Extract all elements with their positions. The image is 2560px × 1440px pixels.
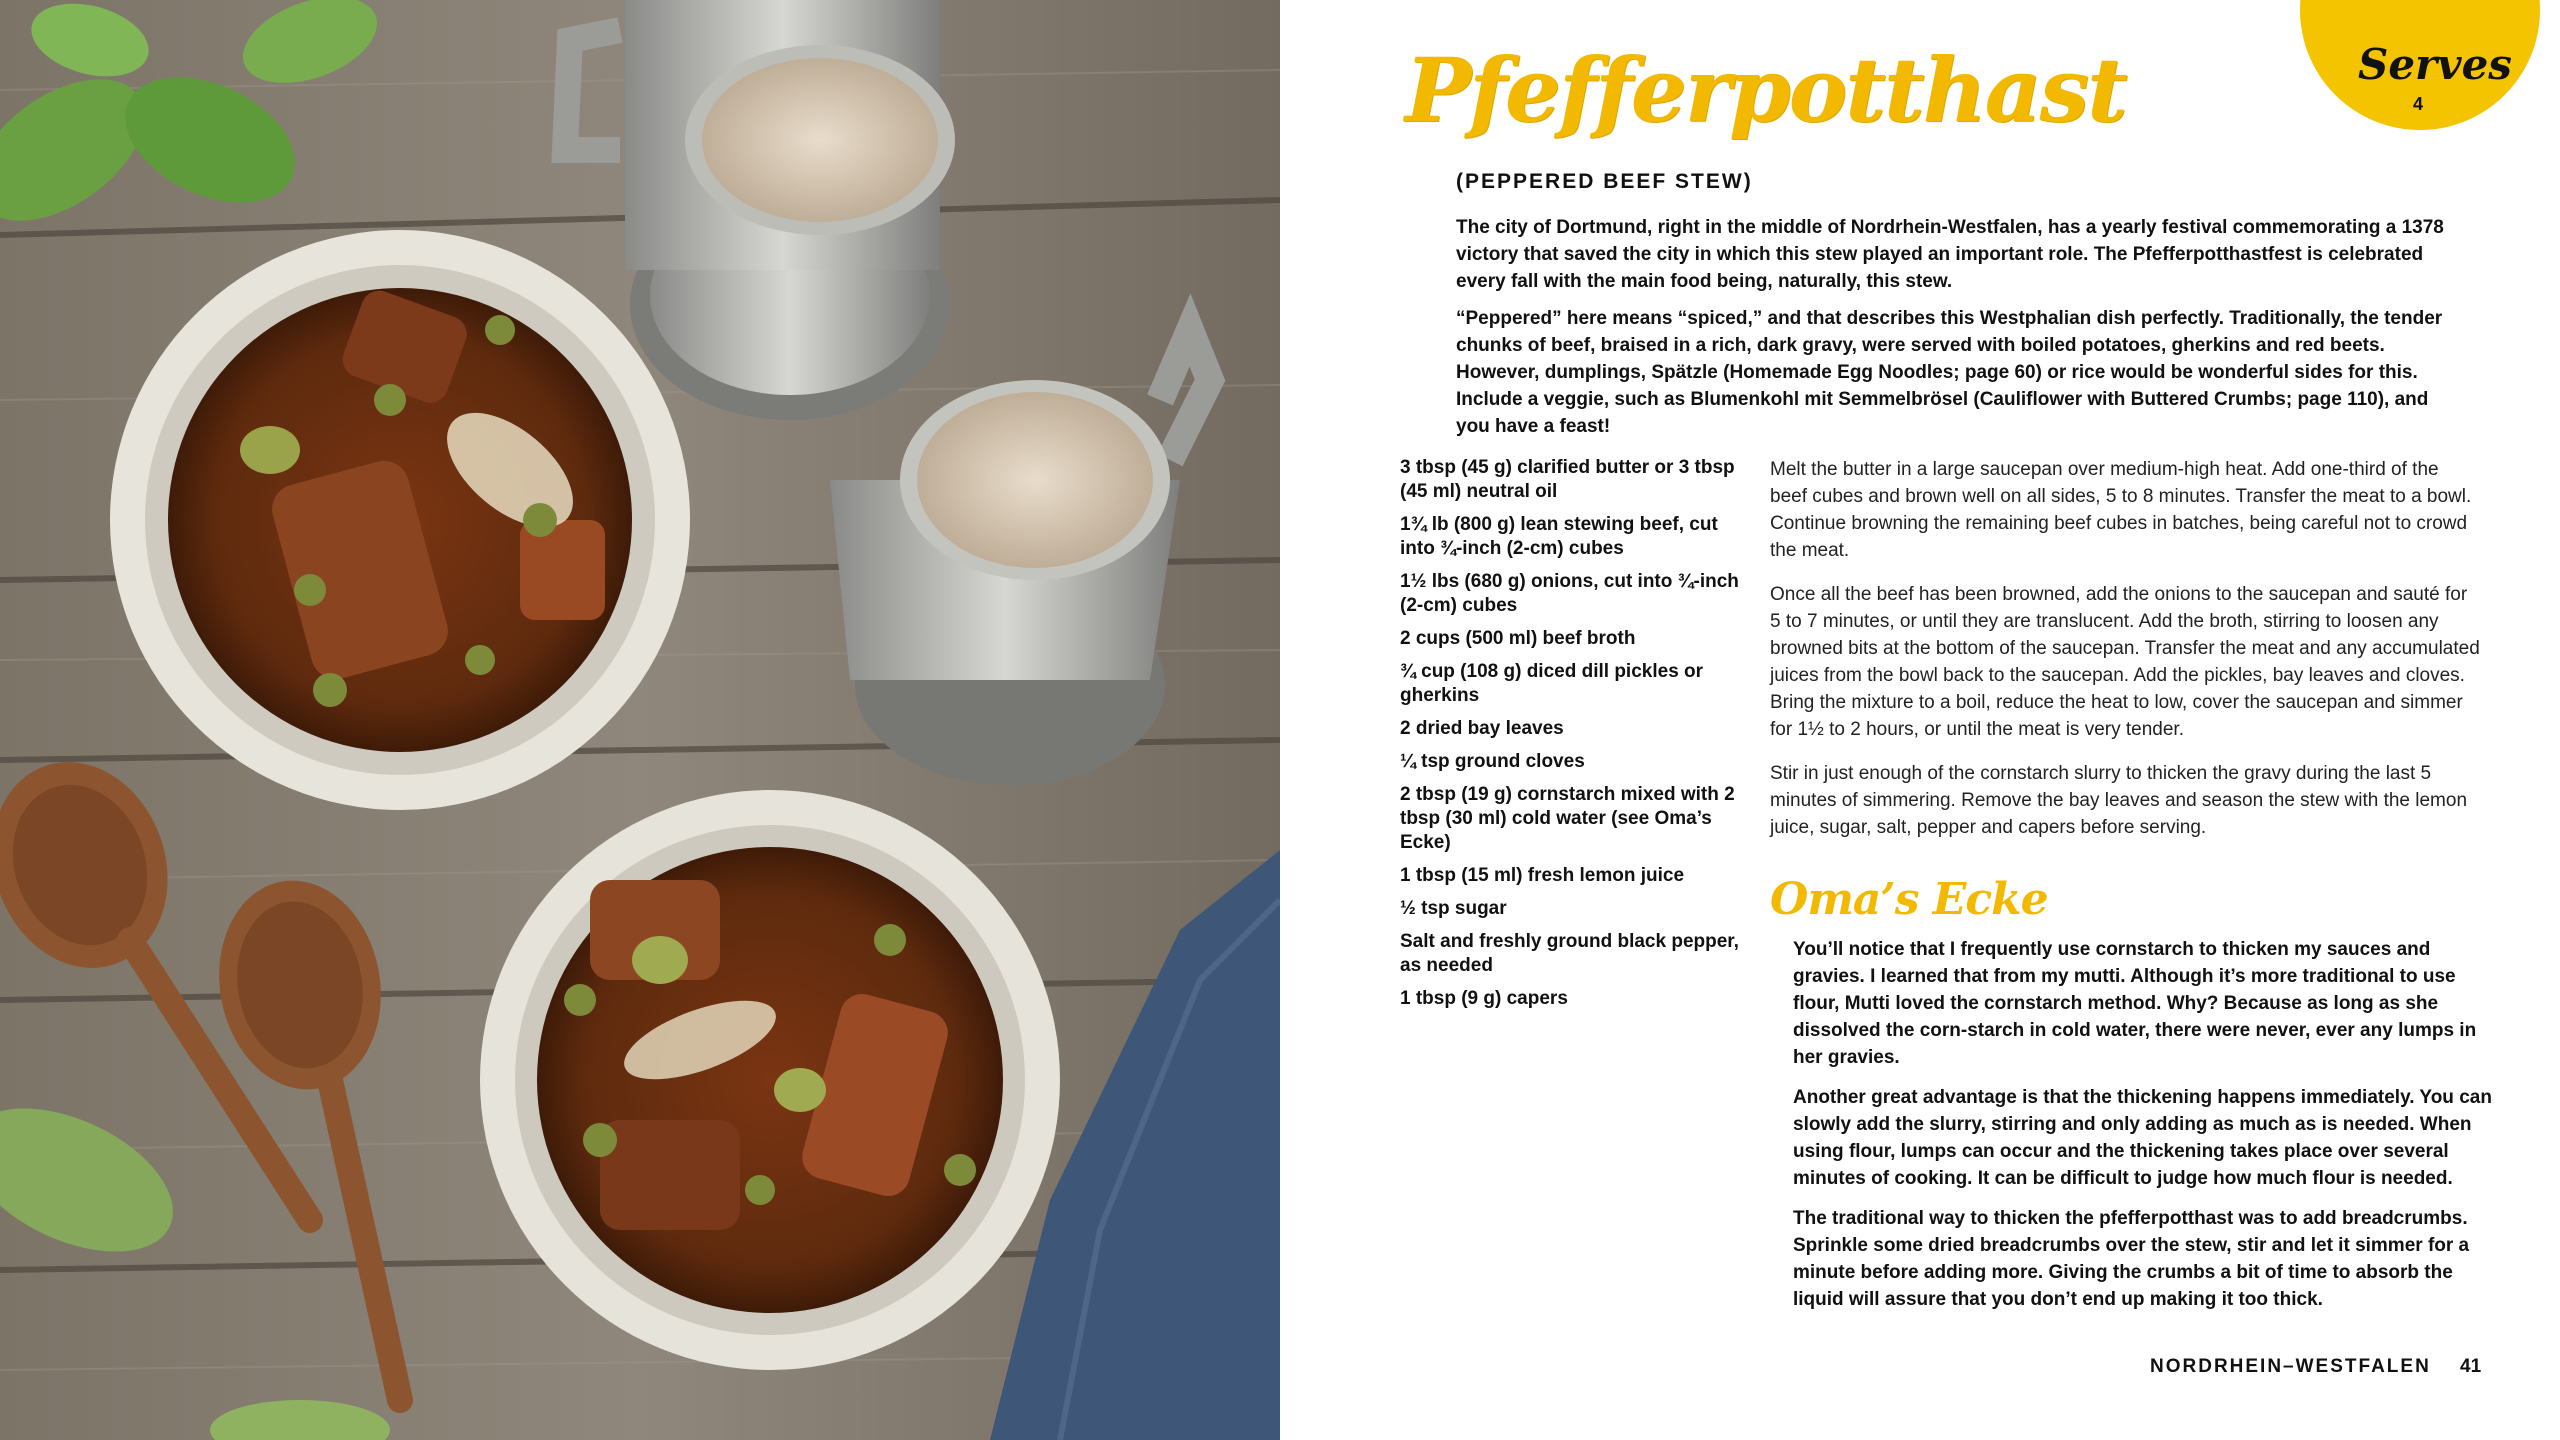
omas-ecke-sidebar <box>1793 936 2493 1326</box>
ingredient-item: 2 tbsp (19 g) cornstarch mixed with 2 tbsp (30 ml) cold water (see Oma’s Ecke) <box>1400 784 1735 853</box>
omas-ecke-title: Oma’s Ecke <box>1770 874 2048 925</box>
intro-paragraph: “Peppered” here means “spiced,” and that describes this Westphalian dish perfectly. Traditionally, the tender chunks of beef, braised in a rich, dark gravy, were served with boiled potatoes, gherkins and red beets. However, dumplings, Spätzle (Homemade Egg Noodles; page 60) or rice would be wonderful sides for this. Include a veggie, such as Blumenkohl mit Semmelbrösel (Cauliflower with Buttered Crumbs; page 110), and you have a feast! <box>1456 308 2443 437</box>
omas-ecke-paragraph: You’ll notice that I frequently use cornstarch to thicken my sauces and gravies. I learned that from my mutti. Although it’s more traditional to use flour, Mutti loved the cornstarch method. Why? Because as long as she dissolved the corn-starch in cold water, there were never, ever any lumps in her gravies. <box>1793 939 2477 1068</box>
page-number: 41 <box>2460 1356 2482 1377</box>
ingredient-item: 1 tbsp (15 ml) fresh lemon juice <box>1400 865 1685 886</box>
ingredient-item: 2 cups (500 ml) beef broth <box>1400 628 1636 649</box>
stew-bowl-top <box>110 230 690 810</box>
method-step: Stir in just enough of the cornstarch slurry to thicken the gravy during the last 5 minutes of simmering. Remove the bay leaves and season the stew with the lemon juice, sugar, salt, pepper and capers before serving. <box>1770 763 2468 838</box>
recipe-title: Pfefferpotthast <box>1405 38 2126 142</box>
ingredient-item: ¾ cup (108 g) diced dill pickles or gherkins <box>1400 661 1704 706</box>
method-step: Melt the butter in a large saucepan over medium-high heat. Add one-third of the beef cubes and brown well on all sides, 5 to 8 minutes. Transfer the meat to a bowl. Continue browning the remaining beef cubes in batches, being careful not to crowd the meat. <box>1770 459 2472 561</box>
intro-paragraph: The city of Dortmund, right in the middle of Nordrhein-Westfalen, has a yearly festival commemorating a 1378 victory that saved the city in which this stew played an important role. The Pfefferpotthastfest is celebrated every fall with the main food being, naturally, this stew. <box>1456 217 2444 292</box>
stew-bowl-bottom <box>480 790 1060 1370</box>
ingredient-item: 3 tbsp (45 g) clarified butter or 3 tbsp (45 ml) neutral oil <box>1400 457 1735 502</box>
ingredient-item: 2 dried bay leaves <box>1400 718 1564 739</box>
ingredient-item: ¼ tsp ground cloves <box>1400 751 1585 772</box>
method-step: Once all the beef has been browned, add the onions to the saucepan and sauté for 5 to 7 minutes, or until they are translucent. Add the broth, stirring to loosen any browned bits at the bottom of the saucepan. Transfer the meat and any accumulated juices from the bowl back to the saucepan. Add the pickles, bay leaves and cloves. Bring the mixture to a boil, reduce the heat to low, cover the saucepan and simmer for 1½ to 2 hours, or until the meat is very tender. <box>1770 584 2480 740</box>
serves-count: 4 <box>2412 94 2423 114</box>
method-steps <box>1770 456 2480 858</box>
ingredient-list <box>1400 456 1745 1020</box>
ingredient-item: Salt and freshly ground black pepper, as needed <box>1400 931 1739 976</box>
recipe-subtitle: (PEPPERED BEEF STEW) <box>1456 170 1753 193</box>
footer-section-name: NORDRHEIN–WESTFALEN <box>2150 1356 2431 1377</box>
ingredient-item: 1 tbsp (9 g) capers <box>1400 988 1568 1009</box>
recipe-intro <box>1456 214 2456 450</box>
ingredient-item: ½ tsp sugar <box>1400 898 1507 919</box>
ingredient-item: 1½ lbs (680 g) onions, cut into ¾-inch (2-cm) cubes <box>1400 571 1739 616</box>
omas-ecke-paragraph: The traditional way to thicken the pfefferpotthast was to add breadcrumbs. Sprinkle some dried breadcrumbs over the stew, stir and let it simmer for a minute before adding more. Giving the crumbs a bit of time to absorb the liquid will assure that you don’t end up making it too thick. <box>1793 1208 2470 1310</box>
serves-label: Serves <box>2358 40 2512 89</box>
omas-ecke-paragraph: Another great advantage is that the thickening happens immediately. You can slowly add the slurry, stirring and only adding as much as is needed. When using flour, lumps can occur and the thickening takes place over several minutes of cooking. It can be difficult to judge how much flour is needed. <box>1793 1087 2492 1189</box>
ingredient-item: 1¾ lb (800 g) lean stewing beef, cut into ¾-inch (2-cm) cubes <box>1400 514 1718 559</box>
